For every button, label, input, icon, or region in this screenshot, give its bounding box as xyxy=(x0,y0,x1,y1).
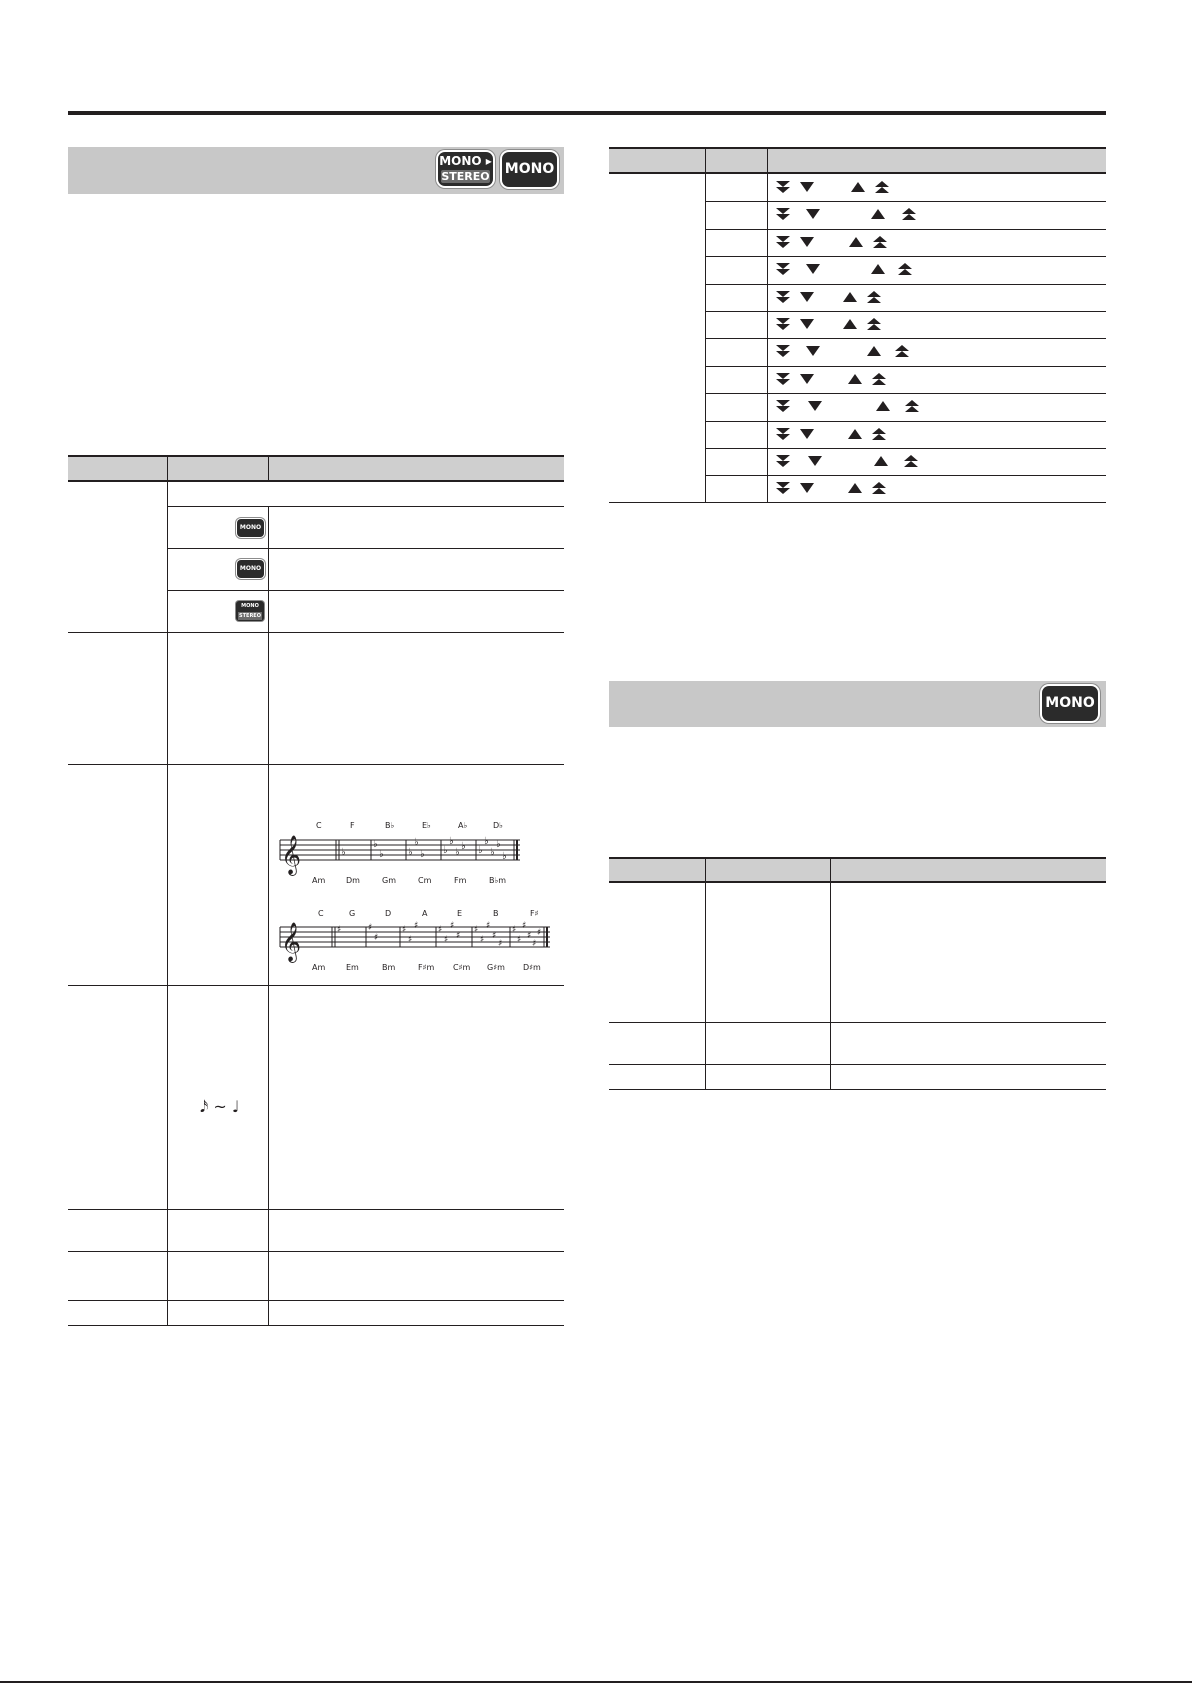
right-bottom-table-col-line-2 xyxy=(830,857,831,1090)
mono-stereo-badge-small-bottom: STEREO xyxy=(239,613,261,619)
svg-text:♯: ♯ xyxy=(486,921,491,931)
arrow-table-row-line xyxy=(705,311,1106,312)
svg-text:♯: ♯ xyxy=(408,935,413,945)
flat-major-labels xyxy=(290,821,540,833)
double-up-triangle-icon xyxy=(905,400,919,412)
double-down-triangle-icon xyxy=(776,291,790,303)
top-rule xyxy=(68,111,1106,115)
flat-major-label: A♭ xyxy=(458,821,468,830)
svg-text:♯: ♯ xyxy=(517,935,522,945)
left-table-header xyxy=(68,455,564,482)
double-up-triangle-icon xyxy=(898,263,912,275)
double-up-triangle-icon xyxy=(867,318,881,330)
arrow-table-row-line xyxy=(705,475,1106,476)
svg-text:♯: ♯ xyxy=(492,931,497,941)
right-bottom-table-bottom-line xyxy=(609,1089,1106,1090)
svg-text:♯: ♯ xyxy=(438,925,443,935)
left-table-row-line xyxy=(68,1300,564,1301)
svg-text:♯: ♯ xyxy=(480,935,485,945)
double-down-triangle-icon xyxy=(776,208,790,220)
double-up-triangle-icon xyxy=(895,345,909,357)
flat-minor-labels xyxy=(290,876,540,888)
mono-badge-label: MONO xyxy=(1045,695,1095,711)
arrow-row-icons xyxy=(768,479,968,499)
down-triangle-icon xyxy=(800,319,814,329)
flat-major-label: C xyxy=(316,821,322,830)
arrow-table-row-line xyxy=(705,229,1106,230)
svg-text:♭: ♭ xyxy=(379,849,384,860)
up-triangle-icon xyxy=(843,319,857,329)
double-up-triangle-icon xyxy=(872,482,886,494)
down-triangle-icon xyxy=(800,483,814,493)
sharp-minor-label: G♯m xyxy=(487,963,505,972)
up-triangle-icon xyxy=(871,209,885,219)
mono-badge xyxy=(502,152,557,187)
sharp-minor-label: F♯m xyxy=(418,963,435,972)
flat-minor-label: Am xyxy=(312,876,326,885)
flat-minor-label: Dm xyxy=(346,876,360,885)
svg-text:♯: ♯ xyxy=(522,921,527,931)
svg-text:♯: ♯ xyxy=(474,925,479,935)
arrow-table-row-line xyxy=(705,201,1106,202)
arrow-row-icons xyxy=(768,315,968,335)
mono-badge-small-label: MONO xyxy=(239,565,262,572)
svg-text:♭: ♭ xyxy=(461,841,466,852)
double-down-triangle-icon xyxy=(776,181,790,193)
section-header-right xyxy=(609,681,1106,727)
arrow-table-row-line xyxy=(705,284,1106,285)
double-up-triangle-icon xyxy=(872,373,886,385)
mono-badge-small-label: MONO xyxy=(239,524,262,531)
sharp-major-label: D xyxy=(385,909,392,918)
sharp-minor-label: Bm xyxy=(382,963,396,972)
arrow-table-row-line xyxy=(705,393,1106,394)
arrow-row-icons xyxy=(768,425,968,445)
down-triangle-icon xyxy=(800,237,814,247)
flat-major-label: D♭ xyxy=(493,821,503,830)
sharp-minor-label: D♯m xyxy=(523,963,541,972)
flat-major-label: E♭ xyxy=(422,821,431,830)
svg-text:♯: ♯ xyxy=(450,921,455,931)
svg-text:♯: ♯ xyxy=(374,933,379,943)
sharp-minor-label: Em xyxy=(346,963,359,972)
left-table-row-line xyxy=(68,632,564,633)
svg-text:♯: ♯ xyxy=(414,921,419,931)
note-value-range: 𝅘𝅥𝅯 ~ ♩ xyxy=(200,1097,240,1116)
svg-text:♭: ♭ xyxy=(408,847,413,858)
arrow-row-icons xyxy=(768,452,968,472)
svg-text:♭: ♭ xyxy=(502,851,507,862)
up-triangle-icon xyxy=(849,237,863,247)
up-triangle-icon xyxy=(871,264,885,274)
mono-badge-small xyxy=(237,560,264,578)
sharp-major-labels xyxy=(290,909,560,921)
arrow-row-icons xyxy=(768,233,968,253)
double-down-triangle-icon xyxy=(776,482,790,494)
svg-text:♯: ♯ xyxy=(444,935,449,945)
left-table-col-line-2 xyxy=(268,455,269,482)
down-triangle-icon xyxy=(800,429,814,439)
double-up-triangle-icon xyxy=(875,181,889,193)
sharp-major-label: A xyxy=(422,909,428,918)
flat-minor-label: Cm xyxy=(418,876,432,885)
double-up-triangle-icon xyxy=(867,291,881,303)
svg-text:♭: ♭ xyxy=(496,839,501,850)
svg-text:♯: ♯ xyxy=(456,931,461,941)
svg-text:♭: ♭ xyxy=(455,847,460,858)
svg-text:♯: ♯ xyxy=(337,925,342,935)
sharp-major-label: G xyxy=(349,909,356,918)
sharp-major-label: B xyxy=(493,909,499,918)
svg-text:♭: ♭ xyxy=(420,849,425,860)
flat-minor-label: Gm xyxy=(382,876,396,885)
double-down-triangle-icon xyxy=(776,428,790,440)
right-bottom-table-row-line xyxy=(609,1022,1106,1023)
svg-text:♯: ♯ xyxy=(402,925,407,935)
flat-minor-label: Fm xyxy=(454,876,467,885)
double-down-triangle-icon xyxy=(776,318,790,330)
arrow-row-icons xyxy=(768,342,968,362)
sharp-minor-label: Am xyxy=(312,963,326,972)
mono-stereo-badge-bottom: STEREO xyxy=(441,170,490,183)
sharp-major-label: C xyxy=(318,909,324,918)
arrow-table-row-line xyxy=(705,366,1106,367)
svg-text:♭: ♭ xyxy=(484,836,489,847)
arrow-row-icons xyxy=(768,370,968,390)
svg-text:♭: ♭ xyxy=(443,845,448,856)
double-down-triangle-icon xyxy=(776,263,790,275)
up-triangle-icon xyxy=(843,292,857,302)
up-triangle-icon xyxy=(848,483,862,493)
svg-text:♭: ♭ xyxy=(449,836,454,847)
flat-minor-label: B♭m xyxy=(489,876,507,885)
flat-major-label: B♭ xyxy=(385,821,395,830)
svg-text:♭: ♭ xyxy=(490,847,495,858)
svg-text:♯: ♯ xyxy=(498,939,503,949)
left-table-bottom-line xyxy=(68,1325,564,1326)
left-table-row-line xyxy=(167,548,564,549)
down-triangle-icon xyxy=(806,346,820,356)
mono-badge-small xyxy=(237,519,264,537)
svg-text:♯: ♯ xyxy=(532,939,537,949)
left-table-row-line xyxy=(167,506,564,507)
bottom-rule xyxy=(0,1681,1192,1683)
double-down-triangle-icon xyxy=(776,455,790,467)
left-table-row-line xyxy=(68,764,564,765)
arrow-row-icons xyxy=(768,288,968,308)
arrow-table-row-line xyxy=(705,448,1106,449)
sharp-minor-label: C♯m xyxy=(453,963,471,972)
double-up-triangle-icon xyxy=(902,208,916,220)
double-down-triangle-icon xyxy=(776,373,790,385)
mono-stereo-badge-small-top: MONO xyxy=(241,603,259,609)
svg-text:♭: ♭ xyxy=(414,837,419,848)
svg-text:♯: ♯ xyxy=(368,923,373,933)
arrow-row-icons xyxy=(768,178,968,198)
svg-text:♯: ♯ xyxy=(512,925,517,935)
arrow-row-icons xyxy=(768,260,968,280)
double-up-triangle-icon xyxy=(872,428,886,440)
svg-text:♯: ♯ xyxy=(527,931,532,941)
right-table-bottom-line xyxy=(609,502,1106,503)
double-up-triangle-icon xyxy=(904,455,918,467)
sharp-minor-labels xyxy=(290,963,560,975)
mono-badge-label: MONO xyxy=(504,161,555,177)
left-table-row-line xyxy=(68,1209,564,1210)
right-bottom-table-row-line xyxy=(609,1064,1106,1065)
double-down-triangle-icon xyxy=(776,345,790,357)
down-triangle-icon xyxy=(800,292,814,302)
down-triangle-icon xyxy=(806,209,820,219)
svg-text:♭: ♭ xyxy=(341,847,346,858)
up-triangle-icon xyxy=(874,456,888,466)
left-table-row-line xyxy=(167,590,564,591)
mono-badge xyxy=(1042,686,1098,721)
svg-text:𝄞: 𝄞 xyxy=(281,922,302,962)
down-triangle-icon xyxy=(800,182,814,192)
svg-text:♭: ♭ xyxy=(478,845,483,856)
svg-text:𝄞: 𝄞 xyxy=(281,835,302,875)
svg-text:♭: ♭ xyxy=(373,839,378,850)
arrow-row-icons xyxy=(768,397,968,417)
left-table-row-line xyxy=(68,1251,564,1252)
down-triangle-icon xyxy=(808,456,822,466)
right-bottom-table-header xyxy=(609,857,1106,883)
down-triangle-icon xyxy=(806,264,820,274)
arrow-row-icons xyxy=(768,205,968,225)
mono-stereo-badge-small xyxy=(236,601,264,621)
arrow-table-row-line xyxy=(705,256,1106,257)
arrow-table-row-line xyxy=(705,421,1106,422)
double-up-triangle-icon xyxy=(873,236,887,248)
double-down-triangle-icon xyxy=(776,400,790,412)
down-triangle-icon xyxy=(800,374,814,384)
right-bottom-table-col-line-1 xyxy=(705,857,706,1090)
arrow-table-row-line xyxy=(705,338,1106,339)
mono-stereo-badge-top: MONO xyxy=(439,154,482,168)
flat-major-label: F xyxy=(350,821,355,830)
left-table-col-line-1 xyxy=(167,455,168,1326)
up-triangle-icon xyxy=(848,374,862,384)
mono-stereo-badge: MONO ▸ STEREO xyxy=(438,152,493,186)
sharp-major-label: E xyxy=(457,909,463,918)
down-triangle-icon xyxy=(808,401,822,411)
sharp-major-label: F♯ xyxy=(530,909,539,918)
left-table-col-line-2b xyxy=(268,507,269,1326)
up-triangle-icon xyxy=(848,429,862,439)
left-table-row-line xyxy=(68,985,564,986)
right-table-header xyxy=(609,147,1106,174)
up-triangle-icon xyxy=(876,401,890,411)
up-triangle-icon xyxy=(851,182,865,192)
svg-text:♯: ♯ xyxy=(537,928,542,938)
double-down-triangle-icon xyxy=(776,236,790,248)
up-triangle-icon xyxy=(867,346,881,356)
